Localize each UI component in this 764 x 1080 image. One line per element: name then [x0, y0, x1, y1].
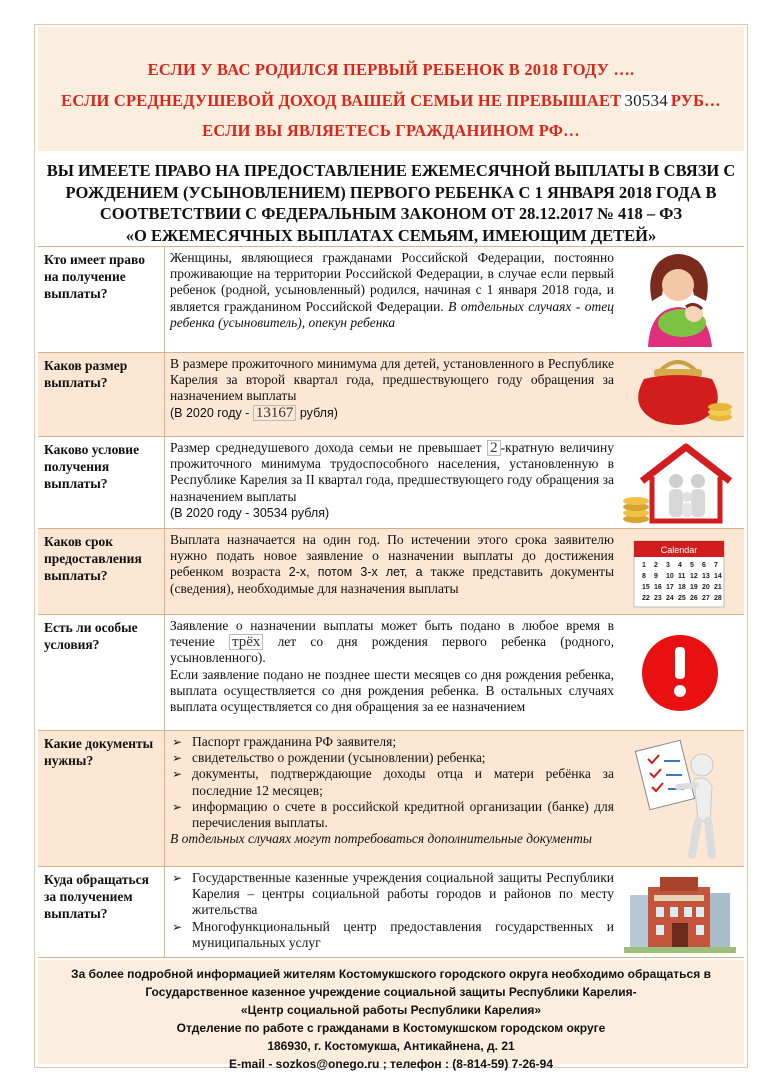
calendar-label: Calendar	[660, 545, 698, 555]
footer-line-6: E-mail - sozkos@onego.ru ; телефон : (8-814-59) 7-26-94	[228, 1057, 554, 1071]
question-amount: Каков размер выплаты?	[44, 358, 128, 390]
footer-line-4: Отделение по работе с гражданами в Костомукшском городском округе	[176, 1021, 606, 1035]
answer-term-ages: 2-х, потом 3-х лет, а	[288, 565, 423, 580]
amount-value: 13167	[253, 405, 297, 421]
answer-amount-note	[170, 405, 614, 421]
docs-item-birth-certificate: ➢ свидетельство о рождении (усыновлении) ребенка;	[170, 750, 614, 766]
special-text-suffix: лет со дня рождения первого ребенка (родного, усыновленного).	[170, 634, 615, 666]
question-special: Есть ли особые условия?	[44, 620, 138, 652]
footer-line-3: «Центр социальной работы Республики Карелия»	[240, 1003, 542, 1017]
person-checklist-icon	[620, 735, 738, 861]
row-docs	[38, 730, 744, 866]
title-line-4: «О ЕЖЕМЕСЯЧНЫХ ВЫПЛАТАХ СЕМЬЯМ, ИМЕЮЩИМ ДЕТЕЙ»	[125, 225, 657, 245]
title-line-1: ВЫ ИМЕЕТЕ ПРАВО НА ПРЕДОСТАВЛЕНИЕ ЕЖЕМЕСЯЧНОЙ ВЫПЛАТЫ В СВЯЗИ С	[46, 161, 736, 180]
calendar-day: 4	[678, 562, 682, 569]
answer-special-text-2: Если заявление подано не позднее шести месяцев со дня рождения ребенка, выплата осуществляется со дня рождения ребенка. В остальных случаях выплата осуществляется со дня обращения за ее назначением	[170, 666, 614, 715]
question-who: Кто имеет право на получение выплаты?	[44, 252, 145, 301]
calendar-day: 19	[690, 584, 698, 591]
answer-condition-note: (В 2020 году - 30534 рубля)	[170, 505, 330, 520]
docs-item-passport: ➢ Паспорт гражданина РФ заявителя;	[170, 734, 614, 750]
answer-who-note: В отдельных случаях - отец ребенка (усыновитель), опекун ребенка	[170, 298, 615, 330]
question-where: Куда обращаться за получением выплаты?	[44, 872, 149, 921]
family-house-icon	[620, 441, 738, 525]
table-column-divider	[164, 246, 165, 957]
header-line-2-suffix: РУБ…	[670, 91, 721, 110]
footer-line-5: 186930, г. Костомукша, Антикайнена, д. 21	[267, 1039, 515, 1053]
answer-condition	[170, 440, 614, 521]
row-where	[38, 866, 744, 958]
footer-contacts	[38, 960, 744, 1071]
calendar-day: 28	[714, 595, 722, 602]
answer-term-suffix: также представить документы (сведения), необходимые для назначения выплаты	[170, 564, 615, 596]
row-amount	[38, 352, 744, 436]
special-years-value: трёх	[229, 634, 263, 650]
calendar-day: 15	[642, 584, 650, 591]
row-special	[38, 614, 744, 730]
docs-item-bank-account: ➢ информацию о счете в российской кредитной организации (банке) для перечисления выплаты.	[170, 799, 614, 831]
page-title	[38, 160, 744, 246]
header-line-1: ЕСЛИ У ВАС РОДИЛСЯ ПЕРВЫЙ РЕБЕНОК В 2018 ГОДУ ….	[147, 60, 635, 79]
calendar-day: 12	[690, 573, 698, 580]
calendar-day: 7	[714, 562, 718, 569]
calendar-day: 22	[642, 595, 650, 602]
special-text-prefix: Заявление о назначении выплаты может быть подано в любое время в течение	[170, 618, 614, 650]
warning-icon	[620, 619, 738, 725]
calendar-day: 1	[642, 562, 646, 569]
calendar-day: 18	[678, 584, 686, 591]
calendar-icon	[620, 533, 738, 611]
answer-term-text: Выплата назначается на один год. По истечении этого срока заявителю нужно подать новое заявление о назначении выплаты до достижения ребенком возраста	[170, 532, 614, 580]
answer-who	[170, 250, 614, 331]
calendar-day: 3	[666, 562, 670, 569]
where-item-mfc: ➢ Многофункциональный центр предоставления государственных и муниципальных услуг	[170, 919, 614, 951]
row-condition	[38, 436, 744, 528]
calendar-day: 21	[714, 584, 722, 591]
building-icon	[620, 871, 738, 955]
calendar-day: 24	[666, 595, 674, 602]
answer-amount-text: В размере прожиточного минимума для детей, установленного в Республике Карелия за второй квартал года, предшествующего году обращения за назначением выплаты	[170, 356, 614, 404]
calendar-day: 14	[714, 573, 722, 580]
answer-docs	[170, 734, 614, 847]
mother-child-icon	[620, 251, 738, 347]
where-list	[170, 870, 614, 951]
row-who	[38, 246, 744, 352]
amount-note-suffix: рубля)	[299, 405, 338, 420]
header-banner	[38, 27, 744, 151]
condition-text-prefix: Размер среднедушевого дохода семьи не превышает	[170, 440, 482, 455]
footer-line-1: За более подробной информацией жителям Костомукшского городского округа необходимо обращаться в	[71, 967, 711, 981]
row-term	[38, 528, 744, 614]
answer-docs-note: В отдельных случаях могут потребоваться дополнительные документы	[170, 831, 592, 847]
question-docs: Какие документы нужны?	[44, 736, 154, 768]
answer-where	[170, 870, 614, 951]
title-line-2: РОЖДЕНИЕМ (УСЫНОВЛЕНИЕМ) ПЕРВОГО РЕБЕНКА С 1 ЯНВАРЯ 2018 ГОДА В	[65, 182, 717, 202]
answer-condition-text	[170, 440, 614, 505]
calendar-day: 27	[702, 595, 710, 602]
income-limit-value: 30534	[621, 91, 671, 111]
docs-list	[170, 734, 614, 831]
header-line-2-text: ЕСЛИ СРЕДНЕДУШЕВОЙ ДОХОД ВАШЕЙ СЕМЬИ НЕ ПРЕВЫШАЕТ	[61, 91, 622, 110]
calendar-day: 23	[654, 595, 662, 602]
calendar-day: 20	[702, 584, 710, 591]
condition-text-suffix: -кратную величину прожиточного минимума трудоспособного населения, установленную в Республике Карелия за II квартал года, предшествующего году обращения за назначением выплаты	[170, 440, 614, 504]
condition-multiplier: 2	[487, 440, 501, 456]
answer-amount	[170, 356, 614, 421]
purse-coins-icon	[620, 357, 738, 433]
calendar-day: 11	[678, 573, 686, 580]
amount-note-prefix: (В 2020 году -	[170, 405, 250, 420]
calendar-day: 16	[654, 584, 662, 591]
header-line-3: ЕСЛИ ВЫ ЯВЛЯЕТЕСЬ ГРАЖДАНИНОМ РФ…	[202, 121, 580, 140]
calendar-day: 10	[666, 573, 674, 580]
answer-special-text	[170, 618, 614, 667]
answer-term	[170, 532, 614, 597]
calendar-day: 8	[642, 573, 646, 580]
calendar-day: 25	[678, 595, 686, 602]
calendar-day: 26	[690, 595, 698, 602]
where-item-social-centers: ➢ Государственные казенные учреждения социальной защиты Республики Карелия – центры социальной работы городов и районов по месту жительства	[170, 870, 614, 919]
calendar-day: 9	[654, 573, 658, 580]
title-line-3: СООТВЕТСТВИИ С ФЕДЕРАЛЬНЫМ ЗАКОНОМ ОТ 28.12.2017 № 418 – ФЗ	[99, 204, 683, 223]
calendar-day: 6	[702, 562, 706, 569]
docs-item-income: ➢ документы, подтверждающие доходы отца и матери ребёнка за последние 12 месяцев;	[170, 766, 614, 798]
question-condition: Каково условие получения выплаты?	[44, 442, 140, 491]
answer-special	[170, 618, 614, 715]
header-line-2	[38, 91, 744, 111]
answer-who-text: Женщины, являющиеся гражданами Российской Федерации, постоянно проживающие на территории Российской Федерации, в случае если первый ребенок (родной, усыновленный) родился, начиная с 1 января 2018 года, и является гражданином Российской Федерации.	[170, 250, 614, 314]
question-term: Каков срок предоставления выплаты?	[44, 534, 142, 583]
footer-line-2: Государственное казенное учреждение социальной защиты Республики Карелия-	[145, 985, 637, 999]
calendar-day: 13	[702, 573, 710, 580]
calendar-day: 2	[654, 562, 658, 569]
calendar-day: 5	[690, 562, 694, 569]
calendar-day: 17	[666, 584, 674, 591]
